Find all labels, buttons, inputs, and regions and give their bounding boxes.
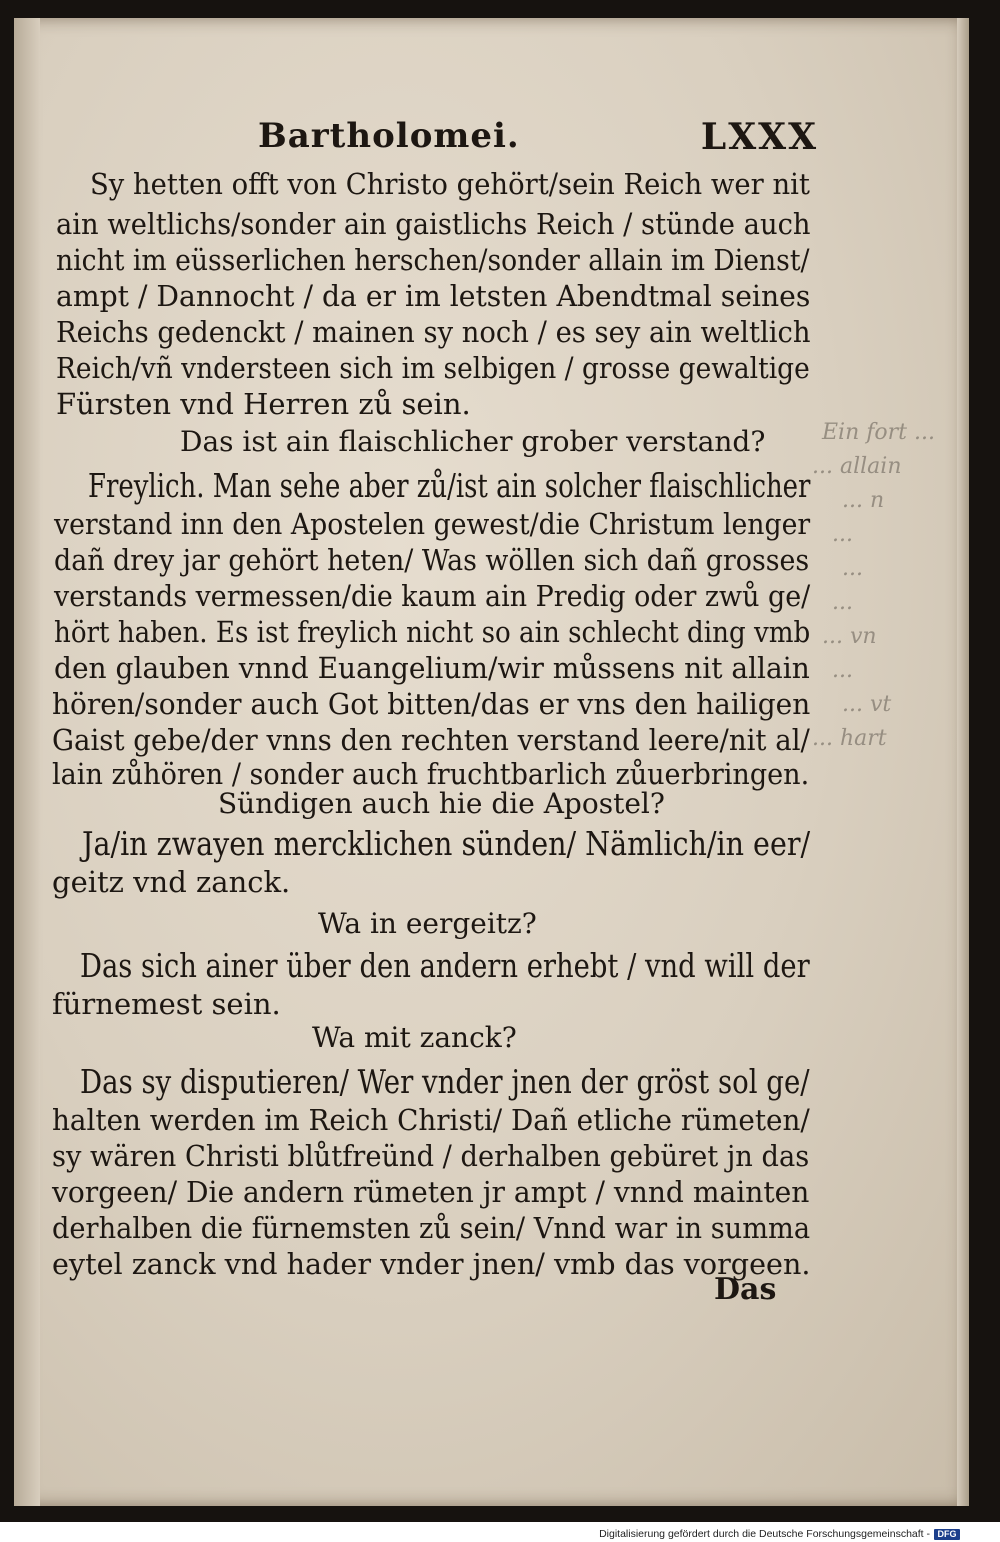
text-line: vorgeen/ Die andern rümeten jr ampt / vnnd mainten xyxy=(52,1175,810,1209)
page-gutter xyxy=(14,18,40,1506)
text-line: geitz vnd zanck. xyxy=(52,865,291,899)
text-line: hören/sonder auch Got bitten/das er vns den hailigen xyxy=(52,687,811,721)
digitization-credit xyxy=(599,1526,960,1542)
answer-line: Das sy disputieren/ Wer vnder jnen der gröst sol ge/ xyxy=(80,1062,810,1101)
text-line: verstands vermessen/die kaum ain Predig oder zwů ge/ xyxy=(54,579,811,613)
text-line: lain zůhören / sonder auch fruchtbarlich zůuerbringen. xyxy=(52,757,810,791)
text-line: ampt / Dannocht / da er im letsten Abendtmal seines xyxy=(56,279,811,313)
answer-line: Freylich. Man sehe aber zů/ist ain solcher flaischlicher xyxy=(88,466,811,505)
text-line: ain weltlichs/sonder ain gaistlichs Reich / stünde auch xyxy=(56,207,811,241)
margin-note: ... xyxy=(832,590,853,615)
text-line: nicht im eüsserlichen herschen/sonder allain im Dienst/ xyxy=(56,243,810,277)
question-heading: Wa mit zanck? xyxy=(312,1021,517,1054)
text-line: hört haben. Es ist freylich nicht so ain schlecht ding vmb xyxy=(54,615,811,649)
text-line: Reichs gedenckt / mainen sy noch / es sey ain weltlich xyxy=(56,315,811,349)
text-line: dañ drey jar gehört heten/ Was wöllen sich dañ grosses xyxy=(54,543,810,577)
text-line: verstand inn den Apostelen gewest/die Christum lenger xyxy=(54,507,811,541)
margin-note: Ein fort ... xyxy=(822,420,935,445)
answer-line: Ja/in zwayen mercklichen sünden/ Nämlich/in eer/ xyxy=(82,824,811,863)
handwritten-margin-notes xyxy=(812,408,962,778)
running-title: Bartholomei. xyxy=(258,116,520,156)
text-line: den glauben vnnd Euangelium/wir můssens nit allain xyxy=(54,651,810,685)
margin-note: ... xyxy=(832,522,853,547)
text-line: halten werden im Reich Christi/ Dañ etliche rümeten/ xyxy=(52,1103,810,1137)
text-line: fürnemest sein. xyxy=(52,987,281,1021)
question-heading: Sündigen auch hie die Apostel? xyxy=(218,787,665,820)
answer-line: Das sich ainer über den andern erhebt / vnd will der xyxy=(80,946,810,985)
margin-note: ... vt xyxy=(842,692,892,717)
margin-note: ... vn xyxy=(822,624,877,649)
credit-text: Digitalisierung gefördert durch die Deutsche Forschungsgemeinschaft - xyxy=(599,1528,930,1540)
margin-note: ... n xyxy=(842,488,885,513)
text-line: sy wären Christi blůtfreünd / derhalben gebüret jn das xyxy=(52,1139,810,1173)
text-line: Fürsten vnd Herren zů sein. xyxy=(56,387,471,421)
text-line: eytel zanck vnd hader vnder jnen/ vmb das vorgeen. xyxy=(52,1247,811,1281)
text-line: derhalben die fürnemsten zů sein/ Vnnd war in summa xyxy=(52,1211,811,1245)
running-head xyxy=(258,116,818,168)
dfg-logo-icon[interactable]: DFG xyxy=(934,1529,960,1540)
text-line: Gaist gebe/der vnns den rechten verstand leere/nit al/ xyxy=(52,723,810,757)
margin-note: ... allain xyxy=(812,454,902,479)
question-heading: Das ist ain flaischlicher grober verstand? xyxy=(180,425,766,458)
margin-note: ... xyxy=(832,658,853,683)
question-heading: Wa in eergeitz? xyxy=(318,907,537,940)
margin-note: ... xyxy=(842,556,863,581)
margin-note: ... hart xyxy=(812,726,887,751)
text-line: Sy hetten offt von Christo gehört/sein Reich wer nit xyxy=(90,167,810,201)
text-line: Reich/vñ vndersteen sich im selbigen / grosse gewaltige xyxy=(56,351,810,385)
folio-number: LXXX xyxy=(700,116,818,158)
catchword: Das xyxy=(714,1272,777,1307)
